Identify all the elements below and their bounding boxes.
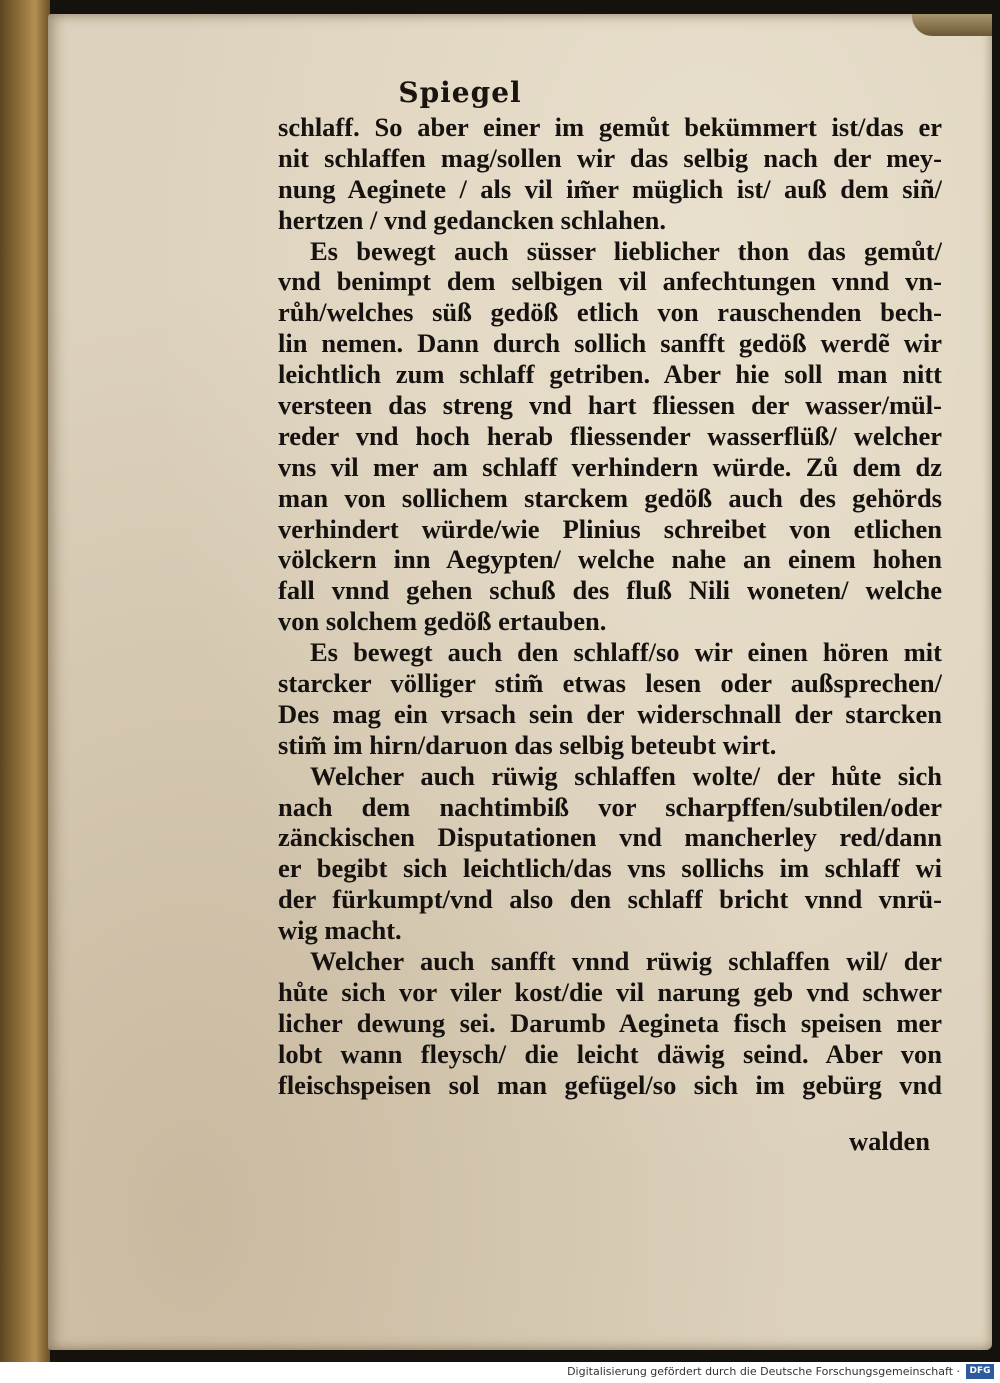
footer-bar — [0, 1362, 1000, 1383]
text-line: Welcher auch sanfft vnnd rüwig schlaffen wil/ der — [310, 946, 942, 977]
text-line: er begibt sich leichtlich/das vns sollichs im schlaff wi — [278, 853, 942, 884]
text-line: hertzen / vnd gedancken schlahen. — [278, 204, 666, 235]
dfg-logo-icon: DFG — [966, 1364, 994, 1379]
text-line: růh/welches süß gedöß etlich von rauschenden bech- — [278, 297, 942, 328]
text-line: vns vil mer am schlaff verhindern würde. Zů dem dz — [278, 451, 942, 482]
text-line: lobt wann fleysch/ die leicht däwig seind. Aber von — [278, 1038, 942, 1069]
text-line: völckern inn Aegypten/ welche nahe an einem hohen — [278, 544, 942, 575]
text-line: starcker völliger stim̃ etwas lesen oder außsprechen/ — [278, 668, 942, 699]
text-line: Des mag ein vrsach sein der widerschnall der starcken — [278, 698, 942, 729]
text-line: zänckischen Disputationen vnd mancherley red/dann — [278, 822, 942, 853]
text-line: nung Aeginete / als vil im̃er müglich ist/ auß dem siñ/ — [278, 173, 942, 204]
body-text — [278, 112, 942, 1101]
text-line: verhindert würde/wie Plinius schreibet von etlichen — [278, 513, 942, 544]
text-line: fall vnnd gehen schuß des fluß Nili woneten/ welche — [278, 575, 942, 606]
text-line: lin nemen. Dann durch sollich sanfft gedöß werdẽ wir — [278, 328, 942, 359]
text-line: nit schlaffen mag/sollen wir das selbig nach der mey- — [278, 142, 942, 173]
text-line: vnd benimpt dem selbigen vil anfechtungen vnnd vn- — [278, 266, 942, 297]
text-line: Welcher auch rüwig schlaffen wolte/ der hůte sich — [310, 760, 942, 791]
text-line: Es bewegt auch den schlaff/so wir einen hören mit — [310, 637, 942, 668]
book-spine — [0, 0, 50, 1362]
text-line: der fürkumpt/vnd also den schlaff bricht vnnd vnrü- — [278, 884, 942, 915]
text-line: stim̃ im hirn/daruon das selbig beteubt wirt. — [278, 729, 777, 760]
text-line: leichtlich zum schlaff getriben. Aber hie soll man nitt — [278, 359, 942, 390]
text-line: versteen das streng vnd hart fliessen der wasser/mül- — [278, 390, 942, 421]
text-line: Es bewegt auch süsser lieblicher thon das gemůt/ — [310, 235, 942, 266]
text-line: von solchem gedöß ertauben. — [278, 606, 607, 637]
text-line: fleischspeisen sol man gefügel/so sich im gebürg vnd — [278, 1069, 942, 1100]
text-line: licher dewung sei. Darumb Aegineta fisch speisen mer — [278, 1007, 942, 1038]
text-line: reder vnd hoch herab fliessender wasserflüß/ welcher — [278, 420, 942, 451]
running-head: Spiegel — [398, 76, 522, 109]
page-corner — [912, 14, 992, 36]
catchword: walden — [849, 1126, 930, 1156]
text-line: nach dem nachtimbiß vor scharpffen/subtilen/oder — [278, 791, 942, 822]
funding-credit: Digitalisierung gefördert durch die Deutsche Forschungsgemeinschaft · — [567, 1365, 960, 1378]
text-line: man von sollichem starckem gedöß auch des gehörds — [278, 482, 942, 513]
text-line: wig macht. — [278, 915, 402, 946]
text-line: schlaff. So aber einer im gemůt bekümmert ist/das er — [278, 112, 942, 142]
text-line: hůte sich vor viler kost/die vil narung geb vnd schwer — [278, 976, 942, 1007]
